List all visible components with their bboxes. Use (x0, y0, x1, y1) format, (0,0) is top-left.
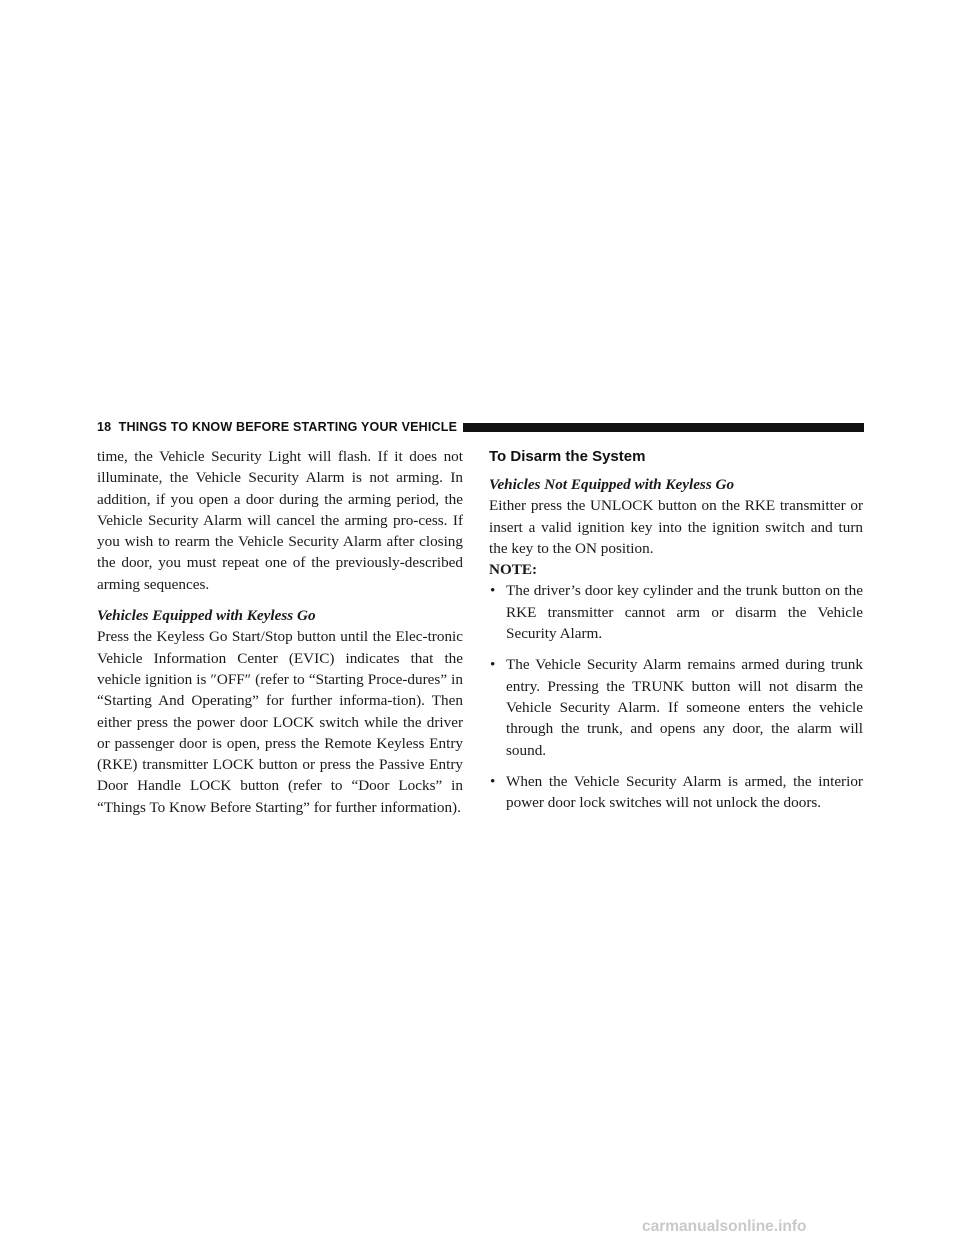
bullet-icon: • (490, 772, 496, 790)
header-rule (463, 423, 864, 432)
note-item (489, 771, 863, 814)
disarm-paragraph: Either press the UNLOCK button on the RKE transmitter or insert a valid ignition key into the ignition switch and turn the key to the ON position. (489, 497, 863, 557)
section-title: To Disarm the System (489, 448, 646, 465)
page-number: 18 (97, 420, 112, 434)
left-column (97, 446, 463, 818)
page-header (97, 419, 864, 435)
watermark: carmanualsonline.info (642, 1218, 807, 1235)
continued-paragraph: time, the Vehicle Security Light will flash. If it does not illuminate, the Vehicle Security Alarm is not arming. In addition, if you open a door during the arming period, the Vehicle Security Alarm will cancel the arming pro-cess. If you wish to rearm the Vehicle Security Alarm after closing the door, you must repeat one of the previously-described arming sequences. (97, 448, 463, 593)
note-item-text: The driver’s door key cylinder and the trunk button on the RKE transmitter cannot arm or disarm the Vehicle Security Alarm. (506, 582, 863, 643)
note-item (489, 580, 863, 644)
right-column (489, 446, 863, 813)
bullet-icon: • (490, 582, 496, 600)
keyless-go-paragraph: Press the Keyless Go Start/Stop button until the Elec-tronic Vehicle Information Center (EVIC) indicates that the vehicle ignition is ″OFF″ (refer to “Starting Proce-dures” in “Starting And Operating” for further informa-tion). Then either press the power door LOCK switch while the driver or passenger door is open, press the Remote Keyless Entry (RKE) transmitter LOCK button or press the Passive Entry Door Handle LOCK button (refer to “Door Locks” in “Things To Know Before Starting” for further information). (97, 628, 463, 816)
note-item-text: The Vehicle Security Alarm remains armed during trunk entry. Pressing the TRUNK button will not disarm the Vehicle Security Alarm. If someone enters the vehicle through the trunk, and opens any door, the alarm will sound. (506, 656, 863, 759)
note-label: NOTE: (489, 561, 538, 579)
note-list (489, 580, 863, 813)
note-item-text: When the Vehicle Security Alarm is armed, the interior power door lock switches will not unlock the doors. (506, 772, 863, 812)
page-header-text (97, 420, 457, 434)
running-title: THINGS TO KNOW BEFORE STARTING YOUR VEHICLE (118, 420, 458, 434)
subheading-keyless-go: Vehicles Equipped with Keyless Go (97, 607, 316, 625)
subheading-not-keyless-go: Vehicles Not Equipped with Keyless Go (489, 476, 735, 493)
bullet-icon: • (490, 656, 496, 674)
note-item (489, 654, 863, 760)
